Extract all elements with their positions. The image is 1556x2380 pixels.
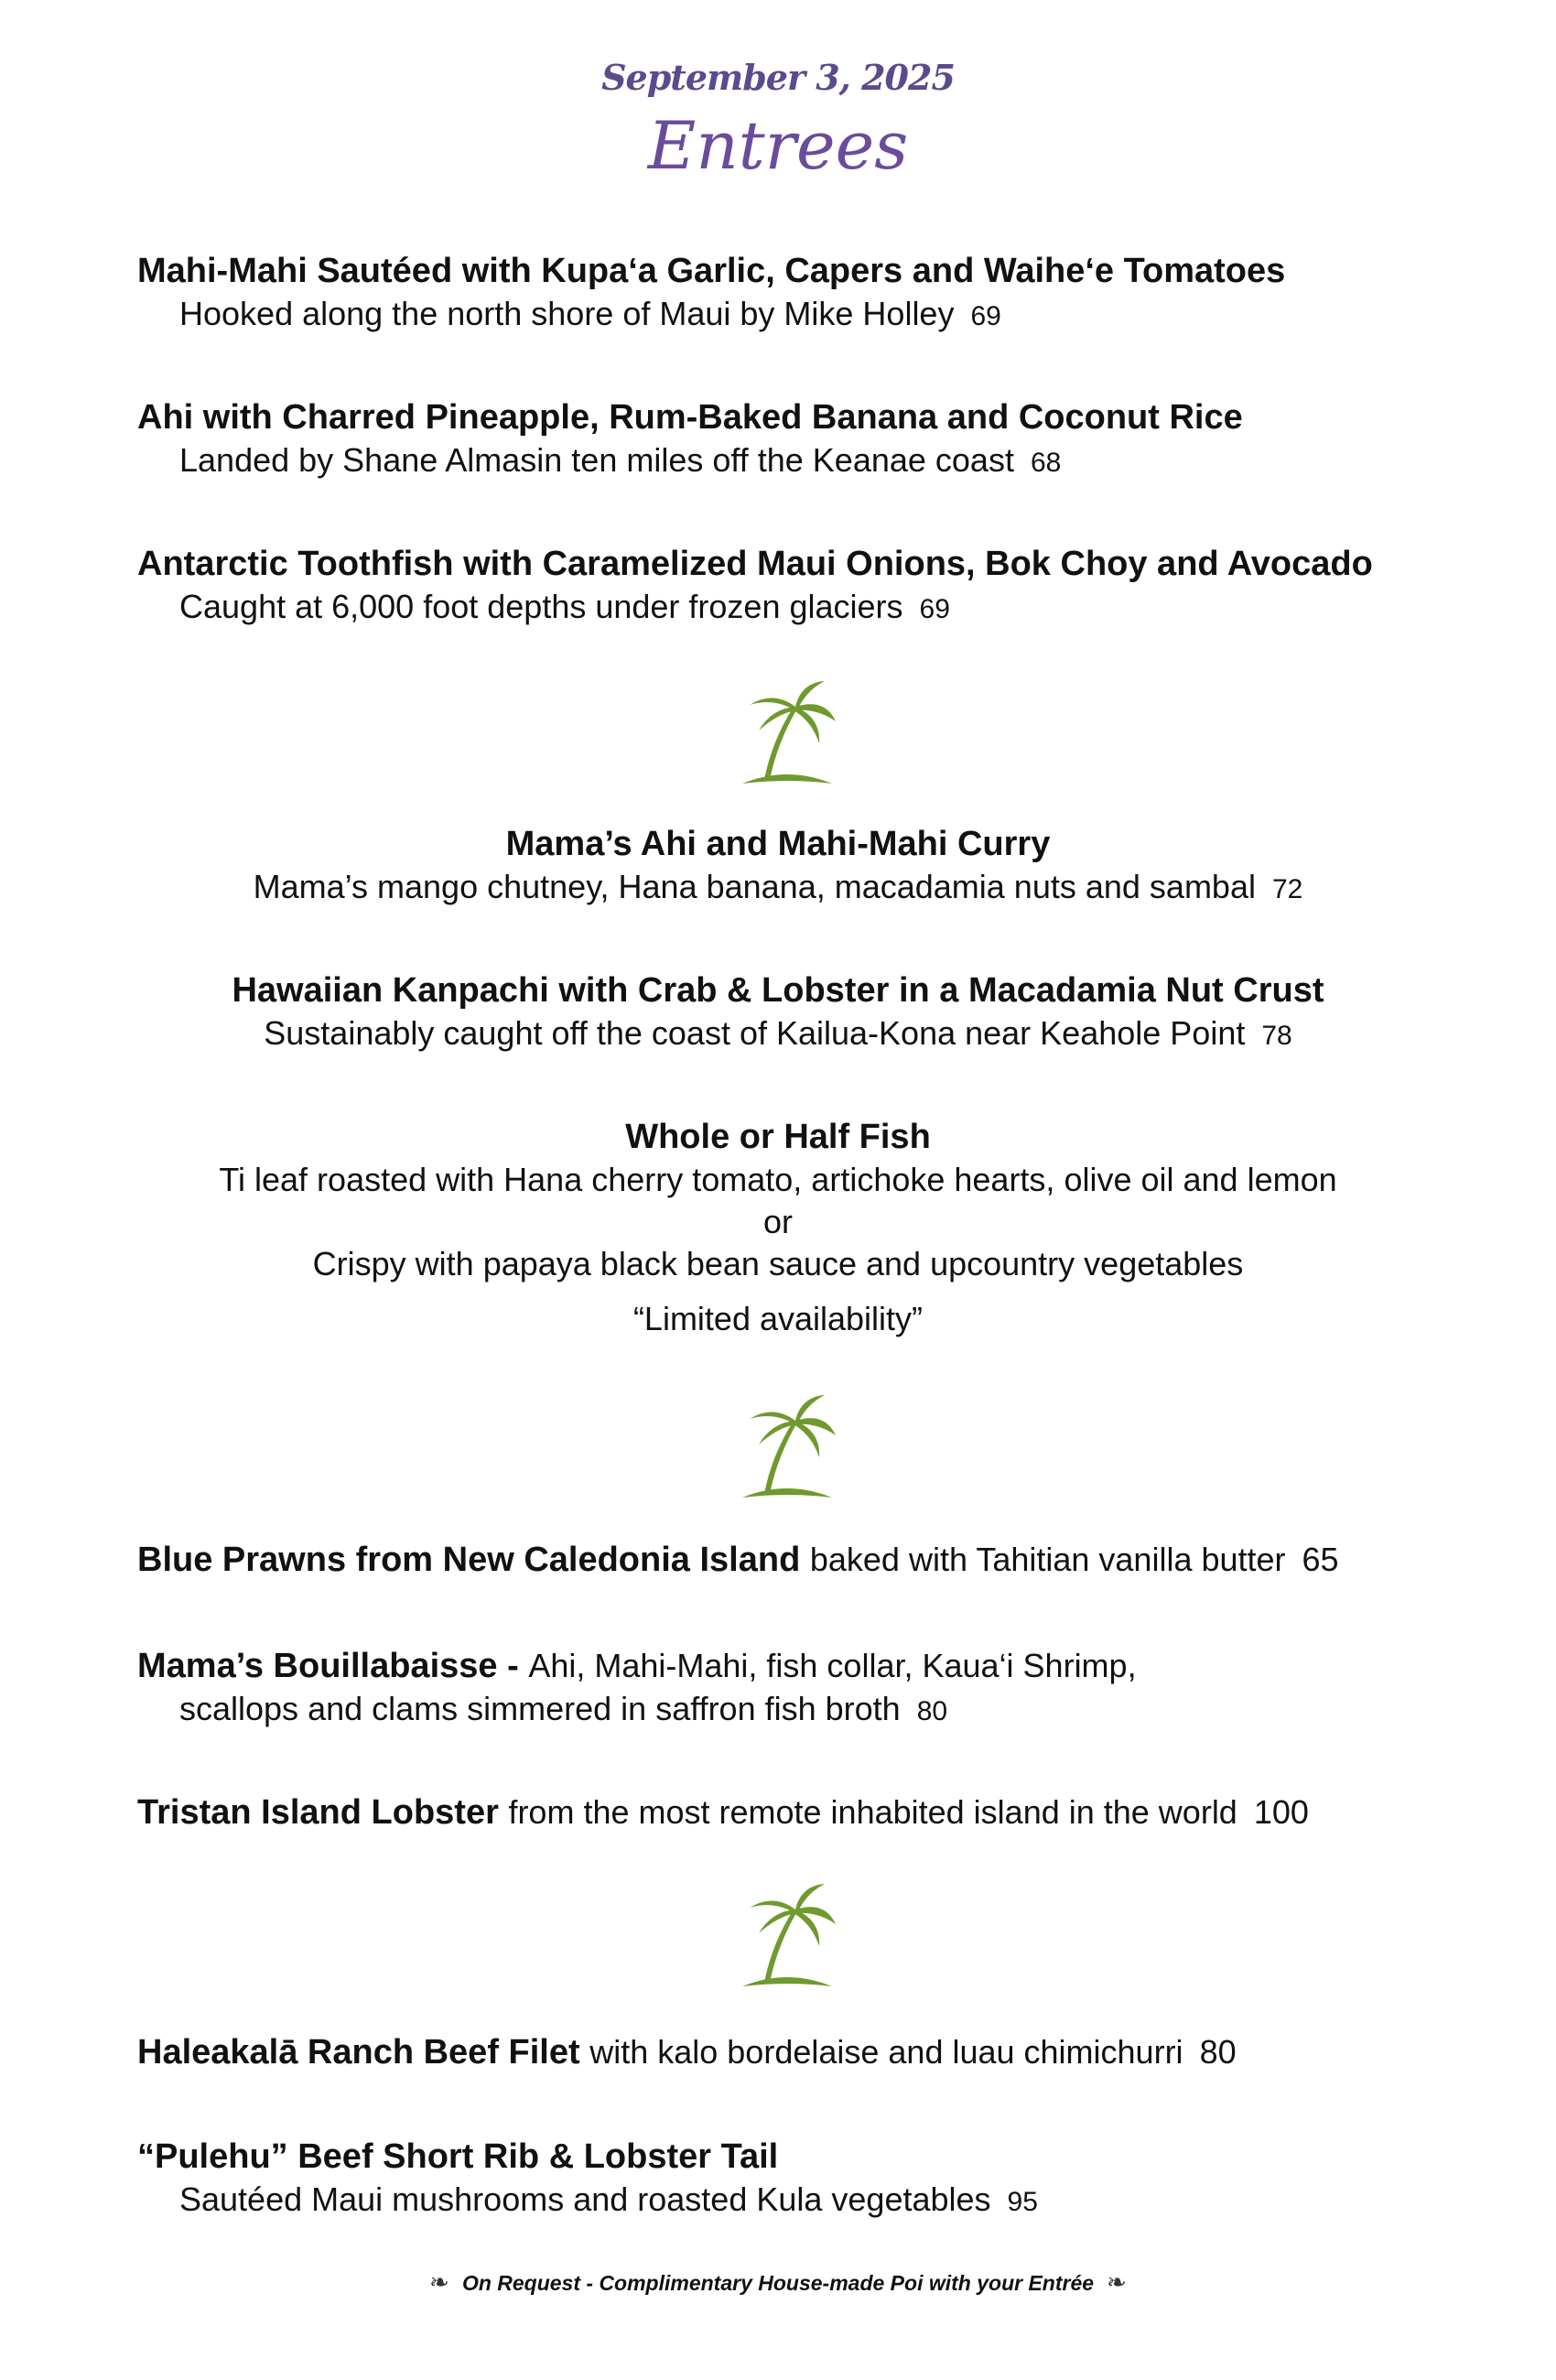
- item-price: 78: [1261, 1021, 1292, 1051]
- item-name: Mama’s Bouillabaisse - Ahi, Mahi-Mahi, fish collar, Kaua‘i Shrimp,: [137, 1647, 1137, 1685]
- menu-item: [137, 1790, 1464, 1834]
- item-description: Ti leaf roasted with Hana cherry tomato, artichoke hearts, olive oil and lemon: [219, 1161, 1337, 1198]
- leaf-ornament-icon: ❧: [1107, 2268, 1127, 2296]
- palm-tree-icon: [737, 677, 837, 787]
- item-description: Hooked along the north shore of Maui by Mike Holley 69: [179, 295, 1001, 332]
- item-name: “Pulehu” Beef Short Rib & Lobster Tail: [137, 2137, 779, 2176]
- item-description: Mama’s mango chutney, Hana banana, macadamia nuts and sambal 72: [253, 868, 1303, 905]
- item-description: Crispy with papaya black bean sauce and upcountry vegetables: [312, 1245, 1244, 1282]
- item-description: Landed by Shane Almasin ten miles off the Keanae coast 68: [179, 441, 1062, 479]
- item-description: scallops and clams simmered in saffron fish broth 80: [179, 1690, 948, 1727]
- item-description: Sustainably caught off the coast of Kailua-Kona near Keahole Point 78: [264, 1014, 1292, 1052]
- item-name: Antarctic Toothfish with Caramelized Maui Onions, Bok Choy and Avocado: [137, 545, 1373, 583]
- item-price: 69: [919, 594, 950, 624]
- item-price: 80: [1199, 2033, 1237, 2071]
- footer-note: [0, 2266, 1556, 2299]
- menu-item: [137, 542, 1464, 631]
- item-price: 95: [1007, 2187, 1038, 2217]
- palm-tree-icon: [737, 1880, 837, 1990]
- menu-item: [137, 2135, 1464, 2223]
- item-description: Ahi, Mahi-Mahi, fish collar, Kaua‘i Shrimp,: [528, 1647, 1137, 1684]
- item-name: Mama’s Ahi and Mahi-Mahi Curry: [505, 825, 1051, 863]
- item-name: Hawaiian Kanpachi with Crab & Lobster in a Macadamia Nut Crust: [232, 971, 1324, 1010]
- leaf-ornament-icon: ❧: [429, 2268, 449, 2296]
- item-description: Sautéed Maui mushrooms and roasted Kula vegetables 95: [179, 2180, 1038, 2218]
- item-price: 69: [970, 301, 1001, 331]
- item-name: Tristan Island Lobster from the most remote inhabited island in the world 100: [137, 1793, 1309, 1832]
- menu-item: [0, 1115, 1556, 1340]
- menu-item: [137, 249, 1464, 338]
- item-note: “Limited availability”: [632, 1300, 924, 1337]
- item-name: Ahi with Charred Pineapple, Rum-Baked Banana and Coconut Rice: [137, 398, 1243, 437]
- menu-item: [137, 395, 1464, 484]
- menu-title: Entrees: [647, 107, 909, 184]
- item-name: Haleakalā Ranch Beef Filet with kalo bordelaise and luau chimichurri 80: [137, 2033, 1237, 2072]
- item-price: 65: [1302, 1541, 1339, 1578]
- menu-item: [137, 1538, 1464, 1582]
- menu-date: September 3, 2025: [601, 57, 955, 98]
- item-price: 100: [1253, 1793, 1309, 1831]
- menu-item: [137, 1644, 1464, 1733]
- item-or: or: [762, 1203, 793, 1240]
- item-description: with kalo bordelaise and luau chimichurri: [589, 2033, 1183, 2071]
- palm-tree-icon: [737, 1391, 837, 1501]
- menu-item: [0, 822, 1556, 911]
- item-description: Caught at 6,000 foot depths under frozen glaciers 69: [179, 588, 950, 625]
- item-description: baked with Tahitian vanilla butter: [809, 1541, 1286, 1578]
- item-price: 72: [1271, 874, 1303, 904]
- item-name: Mahi-Mahi Sautéed with Kupa‘a Garlic, Capers and Waihe‘e Tomatoes: [137, 252, 1286, 290]
- item-name: Blue Prawns from New Caledonia Island baked with Tahitian vanilla butter 65: [137, 1541, 1339, 1579]
- menu-item: [0, 968, 1556, 1057]
- item-price: 68: [1030, 448, 1062, 478]
- menu-item: [137, 2030, 1464, 2074]
- footer-text: On Request - Complimentary House-made Poi with your Entrée: [461, 2271, 1095, 2295]
- item-price: 80: [916, 1696, 948, 1726]
- item-description: from the most remote inhabited island in the world: [508, 1793, 1237, 1831]
- item-name: Whole or Half Fish: [625, 1118, 931, 1156]
- menu-header: [0, 55, 1556, 187]
